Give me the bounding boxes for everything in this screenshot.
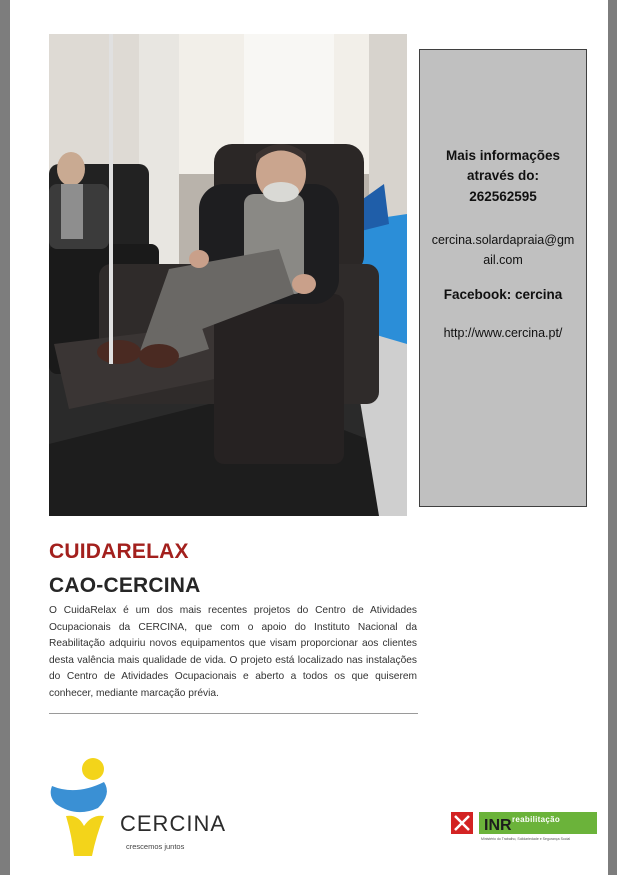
photo-illustration	[49, 34, 407, 516]
inr-ministry-text: Ministério do Trabalho, Solidariedade e Segurança Social	[481, 837, 571, 841]
section-divider	[49, 713, 418, 714]
contact-info-box	[419, 49, 587, 507]
inr-logo	[451, 810, 599, 850]
contact-website-link[interactable]: http://www.cercina.pt/	[443, 326, 563, 340]
cercina-logo	[46, 756, 246, 856]
document-subtitle: CAO-CERCINA	[49, 574, 201, 597]
relax-room-photo	[49, 34, 407, 516]
contact-heading-line2: através do:	[466, 167, 540, 183]
contact-heading	[420, 146, 586, 185]
document-page	[10, 0, 608, 875]
contact-facebook: Facebook: cercina	[443, 287, 563, 302]
contact-email-link[interactable]: cercina.solardapraia@gmail.com	[431, 233, 575, 267]
contact-phone: 262562595	[469, 189, 537, 204]
document-title: CUIDARELAX	[49, 540, 189, 563]
cercina-logo-mark	[46, 756, 126, 856]
cercina-tagline: crescemos juntos	[126, 842, 185, 851]
cercina-logo-text: CERCINA	[120, 811, 227, 836]
contact-heading-line1: Mais informações	[445, 148, 561, 163]
inr-logo-text: reabilitação	[512, 815, 561, 824]
description-paragraph: O CuidaRelax é um dos mais recentes projetos do Centro de Atividades Ocupacionais da CERCINA, que com o apoio do Instituto Nacional da Reabilitação adquiriu novos equipamentos que visam proporcionar aos clientes desta valência mais qualidade de vida. O projeto está localizado nas instalações do Centro de Atividades Ocupacionais e aberto a todos os que quiserem conhecer, mediante marcação prévia.	[49, 605, 417, 699]
svg-text:INR: INR	[484, 817, 512, 834]
